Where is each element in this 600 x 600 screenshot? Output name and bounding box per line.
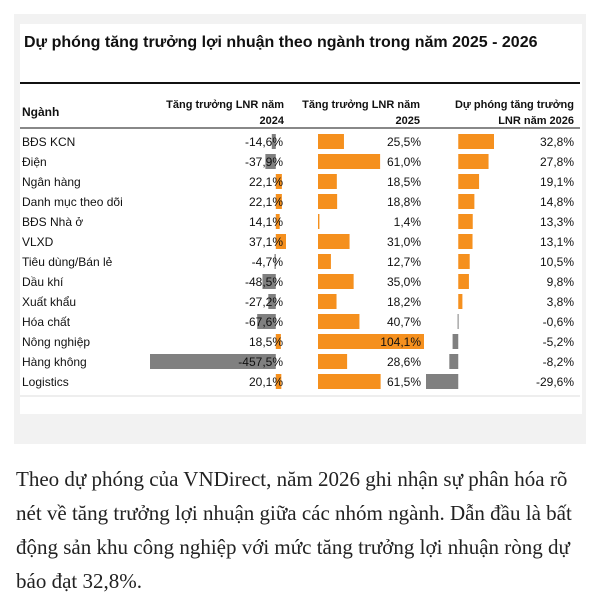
data-label: 61,0% bbox=[386, 155, 421, 169]
data-label: 22,1% bbox=[248, 175, 283, 189]
data-label: 13,3% bbox=[539, 215, 574, 229]
column-header-line2: LNR năm 2026 bbox=[498, 115, 574, 127]
column-header-line2: 2025 bbox=[395, 115, 420, 127]
data-bar bbox=[458, 234, 472, 249]
article-paragraph: Theo dự phóng của VNDirect, năm 2026 ghi nhận sự phân hóa rõ nét về tăng trưởng lợi nhuận giữa các nhóm ngành. Dẫn đầu là bất động sản khu công nghiệp với mức tăng trưởng lợi nhuận ròng dự báo đạt 32,8%. bbox=[16, 467, 572, 593]
category-label: Hóa chất bbox=[22, 315, 71, 329]
data-bar bbox=[318, 134, 344, 149]
data-label: -5,2% bbox=[542, 335, 574, 349]
data-label: 22,1% bbox=[248, 195, 283, 209]
category-label: Hàng không bbox=[22, 355, 87, 369]
data-bar bbox=[458, 134, 494, 149]
data-bar bbox=[318, 374, 381, 389]
data-bar bbox=[318, 354, 347, 369]
data-bar bbox=[318, 314, 359, 329]
data-bar bbox=[318, 174, 337, 189]
category-label: VLXD bbox=[22, 235, 54, 249]
data-label: -457,5% bbox=[238, 355, 283, 369]
category-label: Tiêu dùng/Bán lẻ bbox=[22, 255, 113, 269]
data-bar bbox=[458, 254, 469, 269]
data-bar bbox=[458, 154, 488, 169]
data-bar bbox=[318, 234, 350, 249]
category-label: Dầu khí bbox=[22, 275, 64, 289]
data-label: 27,8% bbox=[539, 155, 574, 169]
category-label: Nông nghiệp bbox=[22, 335, 91, 349]
data-bar bbox=[458, 194, 474, 209]
column-header-line1: Tăng trưởng LNR năm bbox=[302, 99, 420, 111]
column-header-line2: 2024 bbox=[259, 115, 284, 127]
data-bar bbox=[318, 294, 337, 309]
data-bar bbox=[426, 374, 458, 389]
data-label: 35,0% bbox=[386, 275, 421, 289]
data-label: 14,8% bbox=[539, 195, 574, 209]
data-label: 18,5% bbox=[248, 335, 283, 349]
category-label: Logistics bbox=[22, 375, 69, 389]
data-label: 20,1% bbox=[248, 375, 283, 389]
data-label: 14,1% bbox=[248, 215, 283, 229]
data-label: -29,6% bbox=[535, 375, 574, 389]
data-label: 12,7% bbox=[386, 255, 421, 269]
data-bar bbox=[458, 214, 472, 229]
data-bar bbox=[318, 194, 337, 209]
data-label: 9,8% bbox=[546, 275, 574, 289]
category-label: Điện bbox=[22, 155, 47, 169]
column-header-line1: Dự phóng tăng trưởng bbox=[454, 99, 574, 111]
data-label: -27,2% bbox=[244, 295, 283, 309]
data-label: -4,7% bbox=[251, 255, 283, 269]
data-label: 3,8% bbox=[546, 295, 574, 309]
column-header-line1: Tăng trưởng LNR năm bbox=[166, 99, 284, 111]
data-label: -37,9% bbox=[244, 155, 283, 169]
data-label: -14,6% bbox=[244, 135, 283, 149]
data-label: 18,5% bbox=[386, 175, 421, 189]
data-label: -67,6% bbox=[244, 315, 283, 329]
category-label: BĐS Nhà ở bbox=[22, 215, 84, 229]
data-label: 61,5% bbox=[386, 375, 421, 389]
data-label: -8,2% bbox=[542, 355, 574, 369]
data-label: 19,1% bbox=[539, 175, 574, 189]
data-label: 10,5% bbox=[539, 255, 574, 269]
data-bar bbox=[318, 214, 319, 229]
data-label: 40,7% bbox=[386, 315, 421, 329]
data-label: 18,8% bbox=[386, 195, 421, 209]
data-bar bbox=[458, 174, 479, 189]
data-label: 32,8% bbox=[539, 135, 574, 149]
category-label: Ngân hàng bbox=[22, 175, 81, 189]
data-bar bbox=[318, 154, 380, 169]
data-bar bbox=[318, 274, 354, 289]
category-label: Xuất khẩu bbox=[22, 295, 77, 309]
data-label: -48,5% bbox=[244, 275, 283, 289]
row-header-label: Ngành bbox=[22, 105, 60, 119]
data-bar bbox=[453, 334, 459, 349]
category-label: BĐS KCN bbox=[22, 135, 76, 149]
data-label: -0,6% bbox=[542, 315, 574, 329]
category-label: Danh mục theo dõi bbox=[22, 195, 123, 209]
data-label: 28,6% bbox=[386, 355, 421, 369]
data-label: 1,4% bbox=[393, 215, 421, 229]
data-bar bbox=[458, 274, 469, 289]
data-bar bbox=[318, 254, 331, 269]
data-label: 104,1% bbox=[380, 335, 421, 349]
data-bar bbox=[449, 354, 458, 369]
data-bar bbox=[458, 294, 462, 309]
data-label: 37,1% bbox=[248, 235, 283, 249]
data-bar bbox=[458, 314, 459, 329]
chart-title: Dự phóng tăng trưởng lợi nhuận theo ngành trong năm 2025 - 2026 bbox=[24, 34, 538, 51]
data-label: 31,0% bbox=[386, 235, 421, 249]
data-label: 18,2% bbox=[386, 295, 421, 309]
data-label: 25,5% bbox=[386, 135, 421, 149]
data-label: 13,1% bbox=[539, 235, 574, 249]
